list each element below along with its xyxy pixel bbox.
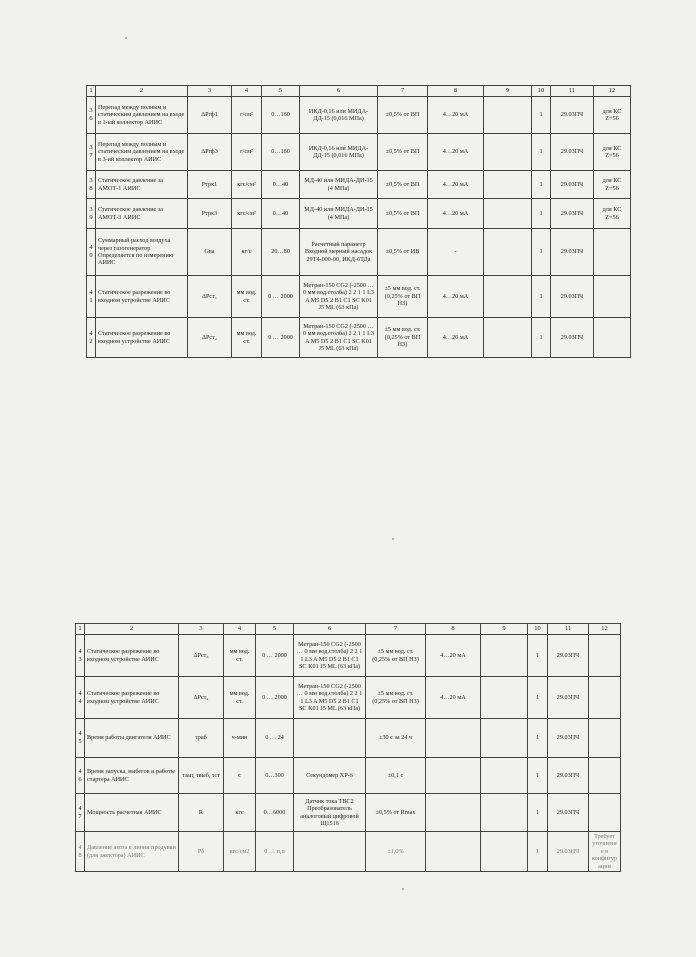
parameter-symbol: ΔPст₃ [179, 635, 224, 677]
column-number: 5 [262, 86, 300, 97]
channel-count: 1 [532, 134, 551, 171]
column-number: 11 [548, 624, 589, 635]
output-signal: 4…20 мА [428, 318, 484, 358]
channel-count: 1 [532, 97, 551, 134]
column-number: 10 [532, 86, 551, 97]
output-signal [426, 758, 481, 794]
row-number: 48 [76, 832, 85, 872]
column-number: 10 [528, 624, 548, 635]
note: для КС Z=56 [594, 134, 631, 171]
output-signal: 4…20 мА [426, 677, 481, 719]
table-row [76, 719, 621, 758]
column-number: 12 [589, 624, 621, 635]
column-number-row [87, 86, 631, 97]
channel-id: 29.03ПЧ [551, 199, 594, 229]
instrument: Датчик тока ТВС2 Преобразователь аналоговый цифровой Щ1516 [294, 794, 366, 832]
measurement-range: 0…160 [262, 97, 300, 134]
parameter-symbol: ΔPст₂ [188, 318, 232, 358]
row-number: 42 [87, 318, 96, 358]
channel-count: 1 [528, 758, 548, 794]
parameter-symbol: τзап, τвыб, τст [179, 758, 224, 794]
parameter-name: Мощность расчетная АИИС [85, 794, 179, 832]
output-signal: 4…20 мА [428, 276, 484, 318]
note [589, 635, 621, 677]
measurement-range: 0…40 [262, 199, 300, 229]
channel-count: 1 [528, 677, 548, 719]
scan-speck [402, 888, 404, 890]
output-signal: - [428, 229, 484, 276]
parameter-name: Давление азота в линии продувки (для эжектора) АИИС [85, 832, 179, 872]
channel-id: 29.03ПЧ [551, 276, 594, 318]
unit: г/см² [232, 134, 262, 171]
output-signal [426, 832, 481, 872]
parameter-name: Статическое разрежение во входном устройстве АИИС [85, 635, 179, 677]
table-row [87, 97, 631, 134]
parameter-name: Время запуска, выбегов и работы стартера АИИС [85, 758, 179, 794]
accuracy: ±5 мм вод. ст. (0,25% от ВП НЗ) [378, 276, 428, 318]
column-number: 1 [76, 624, 85, 635]
instrument: МД-40 или МИДА-ДИ-15 (4 МПа) [300, 171, 378, 199]
unit: кгс [224, 794, 256, 832]
instrument: Метран-150 CG2 (-2500 … 0 мм вод.столба) 2 2 1 1 L3 A M5 D5 2 B1 C1 SC K01 J5 ML (63 кПа) [294, 635, 366, 677]
channel-id: 29.03ПЧ [548, 719, 589, 758]
accuracy: ±30 с за 24 ч [366, 719, 426, 758]
parameter-name: Статическое разрежение во входном устройстве АИИС [85, 677, 179, 719]
column-9 [484, 97, 532, 134]
measurement-range: 0…300 [256, 758, 294, 794]
column-number: 5 [256, 624, 294, 635]
instrument: ИКД-0,16 или МИДА-ДД-15 (0,016 МПа) [300, 134, 378, 171]
column-9 [481, 758, 528, 794]
note [594, 318, 631, 358]
parameter-name: Статическое разрежение во входном устройстве АИИС [96, 276, 188, 318]
parameter-name: Суммарный расход воздуха через газогенератор Определяется по измерению АИИС [96, 229, 188, 276]
channel-id: 29.03ПЧ [551, 171, 594, 199]
instrument [294, 719, 366, 758]
unit: мм вод. ст. [224, 677, 256, 719]
channel-count: 1 [532, 276, 551, 318]
channel-count: 1 [532, 229, 551, 276]
measurement-range: 0 … 24 [256, 719, 294, 758]
scan-speck [125, 37, 127, 39]
table-row [87, 199, 631, 229]
column-number: 3 [188, 86, 232, 97]
unit: мм вод. ст. [232, 276, 262, 318]
parameter-symbol: Pδ [179, 832, 224, 872]
column-9 [481, 719, 528, 758]
unit: мм вод. ст. [232, 318, 262, 358]
row-number: 37 [87, 134, 96, 171]
measurement-range: 0 … 2000 [256, 677, 294, 719]
row-number: 36 [87, 97, 96, 134]
note [594, 276, 631, 318]
output-signal: 4…20 мА [428, 171, 484, 199]
channel-id: 29.03ПЧ [548, 677, 589, 719]
accuracy: ±5 мм вод. ст. (0,25% от ВП НЗ) [366, 635, 426, 677]
channel-id: 29.03ПЧ [551, 229, 594, 276]
column-number: 8 [428, 86, 484, 97]
column-9 [484, 199, 532, 229]
note: Требует уточнение в конфигурации [589, 832, 621, 872]
parameter-symbol: Gвa [188, 229, 232, 276]
column-9 [484, 276, 532, 318]
unit: кгс/см2 [224, 832, 256, 872]
column-number: 6 [294, 624, 366, 635]
unit: кг/с [232, 229, 262, 276]
column-9 [481, 832, 528, 872]
row-number: 39 [87, 199, 96, 229]
accuracy: ±0,5% от ВП [378, 171, 428, 199]
row-number: 38 [87, 171, 96, 199]
table-row [76, 832, 621, 872]
channel-id: 29.03ПЧ [548, 794, 589, 832]
unit: кгс/см² [232, 199, 262, 229]
channel-count: 1 [532, 199, 551, 229]
channel-id: 29.03ПЧ [548, 635, 589, 677]
measurement-range: 20…80 [262, 229, 300, 276]
scan-speck [392, 538, 394, 540]
channel-id: 29.03ПЧ [548, 832, 589, 872]
table-row [87, 171, 631, 199]
parameter-name: Статическое давление за АМОТ-3 АИИС [96, 199, 188, 229]
output-signal [426, 719, 481, 758]
measurement-range: 0…40 [262, 171, 300, 199]
measurement-table-page2 [75, 623, 621, 872]
column-9 [484, 134, 532, 171]
note [589, 794, 621, 832]
column-number: 11 [551, 86, 594, 97]
column-9 [481, 635, 528, 677]
table-row [76, 677, 621, 719]
note: для КС Z=56 [594, 97, 631, 134]
column-number: 7 [366, 624, 426, 635]
row-number: 44 [76, 677, 85, 719]
measurement-table-page1 [86, 85, 631, 358]
table-row [76, 758, 621, 794]
instrument: Расчетный параметр Входной мерный насадок 29Т4-000-00, ИКД-6ТДа [300, 229, 378, 276]
column-number: 9 [481, 624, 528, 635]
channel-count: 1 [532, 171, 551, 199]
measurement-range: 0…160 [262, 134, 300, 171]
output-signal [426, 794, 481, 832]
instrument: Секундомер ХР-6 [294, 758, 366, 794]
column-number: 12 [594, 86, 631, 97]
column-number: 7 [378, 86, 428, 97]
parameter-symbol: ΔPст₁ [188, 276, 232, 318]
instrument: ИКД-0,16 или МИДА-ДД-15 (0,016 МПа) [300, 97, 378, 134]
measurement-range: 0…6000 [256, 794, 294, 832]
parameter-name: Статическое разрежение во входном устройстве АИИС [96, 318, 188, 358]
parameter-name: Перепад между полным и статическим давлением на входе в 1-ый коллектор АИИС [96, 97, 188, 134]
column-number: 4 [232, 86, 262, 97]
channel-id: 29.03ПЧ [551, 318, 594, 358]
note [589, 719, 621, 758]
parameter-symbol: ΔPrф1 [188, 97, 232, 134]
measurement-range: 0 … п,п [256, 832, 294, 872]
column-number: 3 [179, 624, 224, 635]
column-number: 6 [300, 86, 378, 97]
table-row [76, 794, 621, 832]
accuracy: ±1,0% [366, 832, 426, 872]
note [589, 677, 621, 719]
column-number-row [76, 624, 621, 635]
column-number: 2 [85, 624, 179, 635]
channel-count: 1 [528, 794, 548, 832]
channel-id: 29.03ПЧ [551, 97, 594, 134]
accuracy: ±5 мм вод. ст. (0,25% от ВП НЗ) [378, 318, 428, 358]
column-number: 8 [426, 624, 481, 635]
instrument: Метран-150 CG2 (-2500 … 0 мм вод.столба) 2 2 1 1 L3 A M5 D5 2 B1 C1 SC K01 J5 ML (63 кПа) [300, 318, 378, 358]
parameter-symbol: R [179, 794, 224, 832]
channel-count: 1 [532, 318, 551, 358]
accuracy: ±5 мм вод. ст. (0,25% от ВП НЗ) [366, 677, 426, 719]
parameter-name: Перепад между полным и статическим давлением на входе в 3-ий коллектор АИИС [96, 134, 188, 171]
accuracy: ±0,5% от ВП [378, 199, 428, 229]
accuracy: ±0,1 с [366, 758, 426, 794]
channel-id: 29.03ПЧ [548, 758, 589, 794]
measurement-range: 0 … 2000 [256, 635, 294, 677]
unit: г/см² [232, 97, 262, 134]
table-row [87, 229, 631, 276]
output-signal: 4…20 мА [428, 97, 484, 134]
column-number: 2 [96, 86, 188, 97]
table-row [87, 276, 631, 318]
note [589, 758, 621, 794]
parameter-name: Статическое давление за АМОТ-1 АИИС [96, 171, 188, 199]
row-number: 45 [76, 719, 85, 758]
unit: ч-мин [224, 719, 256, 758]
table-row [76, 635, 621, 677]
instrument: Метран-150 CG2 (-2500 … 0 мм вод.столба) 2 2 1 1 L3 A M5 D5 2 B1 C1 SC K01 J5 ML (63 кПа) [300, 276, 378, 318]
unit: с [224, 758, 256, 794]
note: для КС Z=56 [594, 171, 631, 199]
row-number: 47 [76, 794, 85, 832]
output-signal: 4…20 мА [428, 199, 484, 229]
measurement-range: 0 … 2000 [262, 276, 300, 318]
parameter-name: Время работы двигателя АИИС [85, 719, 179, 758]
row-number: 40 [87, 229, 96, 276]
table-row [87, 318, 631, 358]
parameter-symbol: ΔPст₄ [179, 677, 224, 719]
measurement-range: 0 … 2000 [262, 318, 300, 358]
accuracy: ±0,5% от Rmax [366, 794, 426, 832]
row-number: 43 [76, 635, 85, 677]
column-9 [481, 794, 528, 832]
parameter-symbol: Ртрк1 [188, 171, 232, 199]
column-number: 4 [224, 624, 256, 635]
note [594, 229, 631, 276]
channel-id: 29.03ПЧ [551, 134, 594, 171]
accuracy: ±0,5% от ВП [378, 134, 428, 171]
note: для КС Z=56 [594, 199, 631, 229]
channel-count: 1 [528, 719, 548, 758]
output-signal: 4…20 мА [428, 134, 484, 171]
row-number: 41 [87, 276, 96, 318]
column-number: 9 [484, 86, 532, 97]
unit: кгс/см² [232, 171, 262, 199]
accuracy: ±0,5% от ВП [378, 97, 428, 134]
channel-count: 1 [528, 832, 548, 872]
column-9 [484, 171, 532, 199]
column-number: 1 [87, 86, 96, 97]
table-row [87, 134, 631, 171]
column-9 [484, 229, 532, 276]
channel-count: 1 [528, 635, 548, 677]
parameter-symbol: ΔPrф3 [188, 134, 232, 171]
instrument [294, 832, 366, 872]
parameter-symbol: Ртрк3 [188, 199, 232, 229]
column-9 [481, 677, 528, 719]
column-9 [484, 318, 532, 358]
parameter-symbol: τраб [179, 719, 224, 758]
row-number: 46 [76, 758, 85, 794]
instrument: МД-40 или МИДА-ДИ-15 (4 МПа) [300, 199, 378, 229]
instrument: Метран-150 CG2 (-2500 … 0 мм вод.столба) 2 2 1 1 L3 A M5 D5 2 B1 C1 SC K01 J5 ML (63 кПа) [294, 677, 366, 719]
unit: мм вод. ст. [224, 635, 256, 677]
output-signal: 4…20 мА [426, 635, 481, 677]
accuracy: ±0,5% от ИВ [378, 229, 428, 276]
